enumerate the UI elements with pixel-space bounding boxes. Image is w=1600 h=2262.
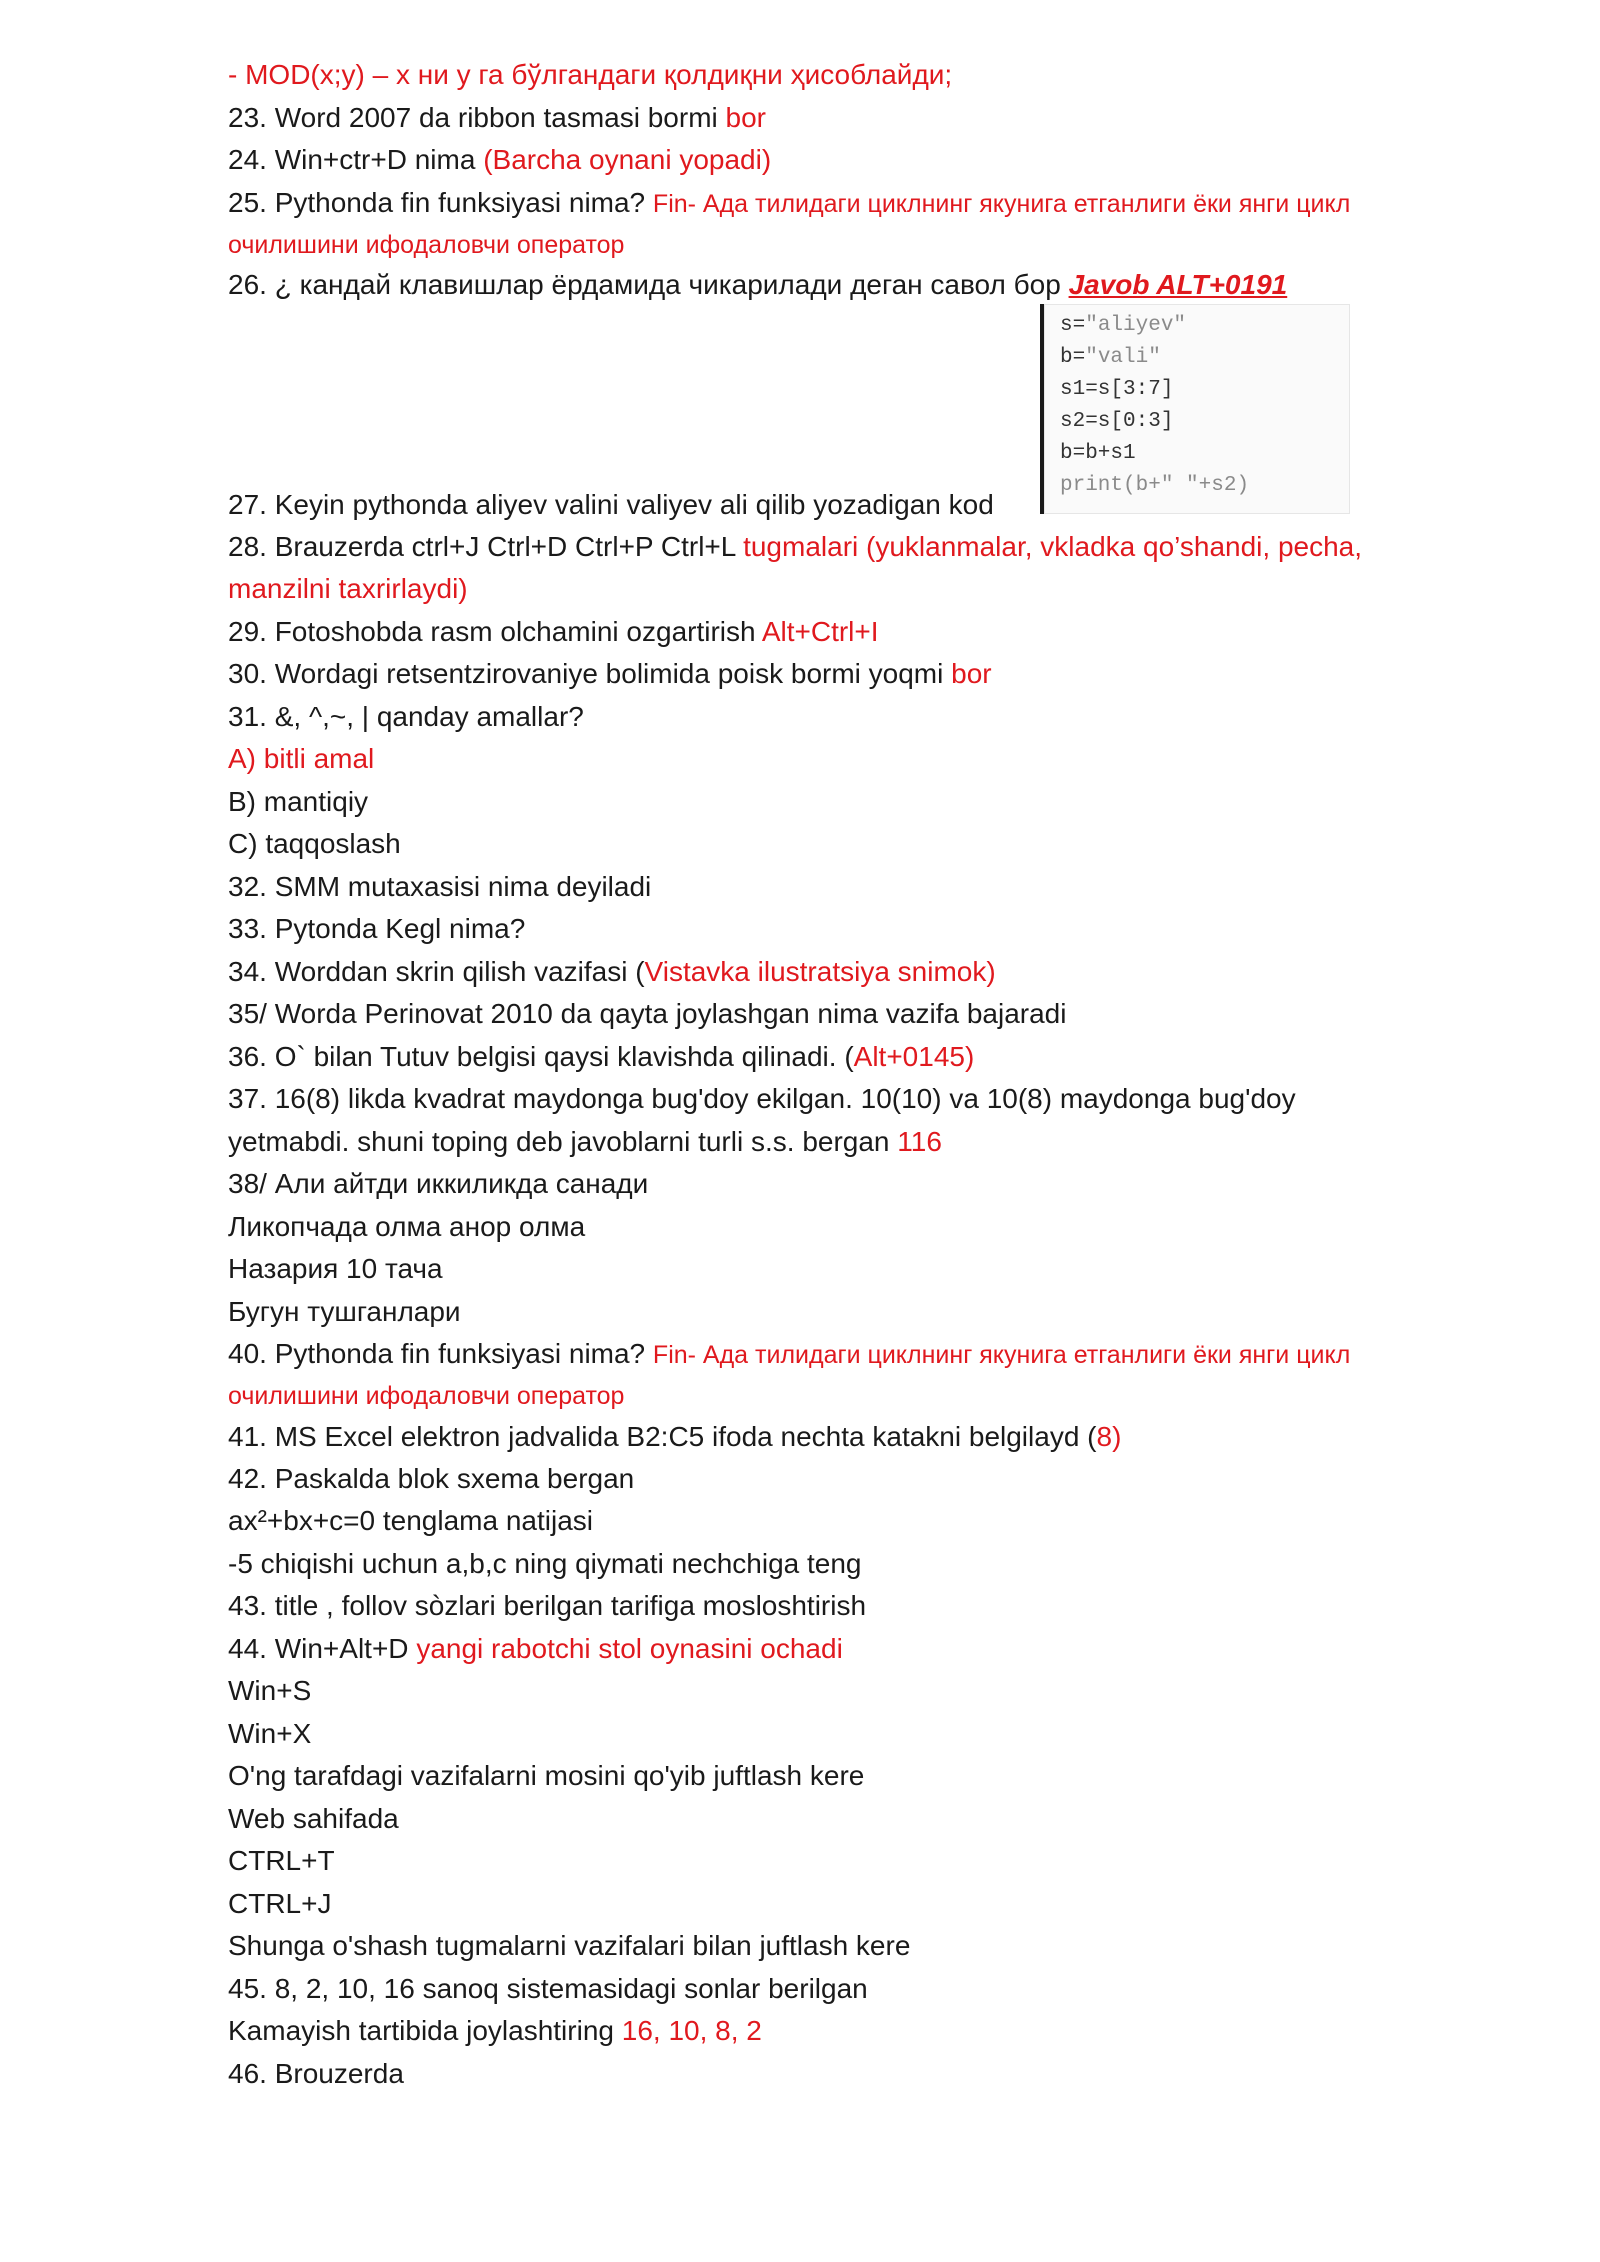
question-45: 45. 8, 2, 10, 16 sanoq sistemasidagi sonlar berilgan [228,1973,868,2004]
question-38: 38/ Али айтди иккиликда санади [228,1168,649,1199]
question-46: 46. Brouzerda [228,2058,404,2089]
text-line: Назария 10 тача [228,1253,443,1284]
answer-text: Vistavka ilustratsiya snimok) [644,956,996,987]
question-43: 43. title , follov sòzlari berilgan tarifiga mosloshtirish [228,1590,867,1621]
option-b: B) mantiqiy [228,786,369,817]
code-line [1060,470,1350,502]
code-line [1060,342,1350,374]
answer-text: Fin- Ада тилидаги циклнинг якунига етганлиги ёки янги цикл [652,1341,1351,1369]
code-string: "aliyev" [1085,314,1187,337]
code-token: s= [1060,314,1086,337]
question-40 [228,1337,1350,1372]
question-27: 27. Keyin pythonda aliyev valini valiyev ali qilib yozadigan kod [228,489,994,520]
question-text: 29. Fotoshobda rasm olchamini ozgartirish [228,616,762,647]
question-text: 34. Worddan skrin qilish vazifasi ( [228,956,645,987]
question-30 [228,657,992,691]
question-33: 33. Pytonda Kegl nima? [228,913,526,944]
answer-continuation: manzilni taxrirlaydi) [228,573,468,604]
question-text: 41. MS Excel elektron jadvalida B2:C5 ifoda nechta katakni belgilayd ( [228,1421,1097,1452]
python-code-screenshot [1040,304,1350,514]
question-24 [228,143,771,177]
line-mod: - MOD(x;y) – x ни y га бўлгандаги қолдиқни ҳисоблайди; [228,59,953,90]
code-line [1060,310,1350,342]
code-string: " " [1160,474,1199,497]
answer-text: Alt+Ctrl+I [761,616,879,647]
text-line: Win+X [228,1718,312,1749]
answer-text: 16, 10, 8, 2 [621,2015,762,2046]
question-text: 44. Win+Alt+D [228,1633,417,1664]
question-23 [228,101,766,135]
answer-text: Javob ALT+0191 [1068,269,1288,300]
code-line: s2=s[0:3] [1060,410,1174,433]
question-35: 35/ Worda Perinovat 2010 da qayta joylashgan nima vazifa bajaradi [228,998,1067,1029]
code-line: b=b+s1 [1060,442,1136,465]
text-line: O'ng tarafdagi vazifalarni mosini qo'yib juftlash kere [228,1760,865,1791]
answer-text: Alt+0145) [853,1041,975,1072]
code-token: b= [1060,346,1086,369]
code-token: +s2) [1198,474,1250,497]
answer-text: bor [725,102,766,133]
text-line: Бугун тушганлари [228,1296,461,1327]
code-line: s1=s[3:7] [1060,378,1174,401]
question-text: 30. Wordagi retsentzirovaniye bolimida poisk bormi yoqmi [228,658,952,689]
question-37-cont [228,1125,942,1159]
code-string: "vali" [1085,346,1161,369]
text-line: CTRL+J [228,1888,332,1919]
text-line: Ликопчада олма анор олма [228,1211,586,1242]
answer-text: (Barcha oynani yopadi) [483,144,772,175]
answer-text: 116 [897,1126,942,1157]
question-44 [228,1632,843,1666]
question-42: 42. Paskalda blok sxema bergan [228,1463,635,1494]
question-45-cont [228,2014,762,2048]
question-text: 26. ¿ кандай клавишлар ёрдамида чикарилади деган савол бор [228,269,1069,300]
text-line: Web sahifada [228,1803,399,1834]
question-text: 40. Pythonda fin funksiyasi nima? [228,1338,653,1369]
answer-text: tugmalari (yuklanmalar, vkladka qo’shandi, pecha, [743,531,1363,562]
question-text: 25. Pythonda fin funksiyasi nima? [228,187,653,218]
question-32: 32. SMM mutaxasisi nima deyiladi [228,871,652,902]
text-line: ax²+bx+c=0 tenglama natijasi [228,1505,593,1536]
answer-text: 8) [1096,1421,1122,1452]
option-a: A) bitli amal [228,743,375,774]
question-text: 36. O` bilan Tutuv belgisi qaysi klavishda qilinadi. ( [228,1041,854,1072]
text-line: Shunga o'shash tugmalarni vazifalari bilan juftlash kere [228,1930,911,1961]
answer-continuation: очилишини ифодаловчи оператор [228,1382,625,1410]
option-c: C) taqqoslash [228,828,401,859]
question-29 [228,615,879,649]
text-line: Win+S [228,1675,312,1706]
question-34 [228,955,996,989]
question-25 [228,186,1350,221]
answer-text: Fin- Ада тилидаги циклнинг якунига етганлиги ёки янги цикл [652,190,1351,218]
question-41 [228,1420,1121,1454]
question-text: Kamayish tartibida joylashtiring [228,2015,622,2046]
answer-text: yangi rabotchi stol oynasini ochadi [416,1633,843,1664]
question-text: 24. Win+ctr+D nima [228,144,484,175]
answer-continuation: очилишини ифодаловчи оператор [228,231,625,259]
code-token: print(b+ [1060,474,1161,497]
question-26 [228,268,1287,302]
text-line: CTRL+T [228,1845,335,1876]
question-text: 23. Word 2007 da ribbon tasmasi bormi [228,102,726,133]
question-37: 37. 16(8) likda kvadrat maydonga bug'doy ekilgan. 10(10) va 10(8) maydonga bug'doy [228,1083,1296,1114]
answer-text: bor [951,658,992,689]
question-31: 31. &, ^,~, | qanday amallar? [228,701,584,732]
question-text: 28. Brauzerda ctrl+J Ctrl+D Ctrl+P Ctrl+L [228,531,744,562]
question-36 [228,1040,974,1074]
text-line: -5 chiqishi uchun a,b,c ning qiymati nechchiga teng [228,1548,862,1579]
question-text: yetmabdi. shuni toping deb javoblarni turli s.s. bergan [228,1126,898,1157]
question-28 [228,530,1362,564]
